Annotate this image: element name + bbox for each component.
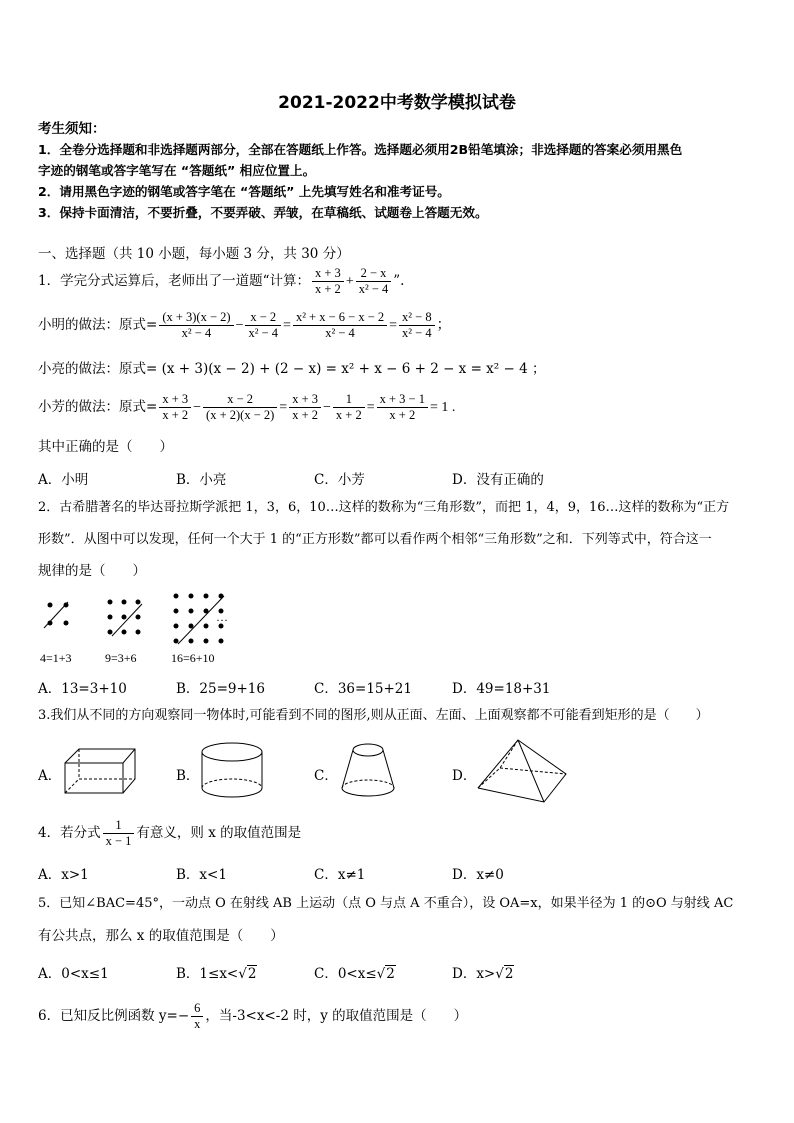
fang-c-den: x + 2	[292, 408, 318, 422]
q4-fraction	[103, 818, 135, 849]
q1-option-d[interactable]: D．没有正确的	[452, 472, 544, 488]
q1-f1-den: x + 2	[315, 282, 341, 296]
q6-stem	[38, 1001, 467, 1032]
fang-frac-d	[333, 392, 365, 423]
q2-option-d[interactable]: D．49=18+31	[452, 681, 551, 697]
q1-stem-end: ”.	[393, 273, 405, 289]
q1-f2-den: x² − 4	[358, 282, 389, 296]
notice-line-3: 3．保持卡面清洁，不要折叠，不要弄破、弄皱，在草稿纸、试题卷上答题无效。	[38, 205, 488, 220]
sqrt-icon: √	[495, 966, 504, 982]
q3-stem: 3.我们从不同的方向观察同一物体时,可能看到不同的图形,则从正面、左面、上面观察都不可能看到矩形的是（ ）	[38, 708, 709, 723]
dots-ellipsis: …	[216, 610, 228, 624]
q6-den: x	[194, 1017, 201, 1031]
q5-b-text: B．1≤x<	[176, 966, 239, 982]
q2-line-2: 形数”．从图中可以发现，任何一个大于 1 的“正方形数”都可以看作两个相邻“三角形数”之和．下列等式中，符合这一	[38, 532, 712, 547]
ming-c-den: x² − 4	[325, 326, 355, 340]
q4-stem-b: 有意义，则 x 的取值范围是	[136, 825, 302, 841]
square-number-dots-figure	[38, 590, 268, 650]
fang-b-den: (x + 2)(x − 2)	[206, 408, 275, 422]
q4-option-d[interactable]: D．x≠0	[452, 867, 504, 883]
q5-d-radicand: 2	[504, 966, 514, 982]
fang-b-num: x − 2	[203, 392, 277, 408]
fang-frac-e	[377, 392, 428, 423]
ming-b-den: x² − 4	[248, 326, 279, 340]
q1-stem-text: 1．学完分式运算后，老师出了一道题“计算：	[38, 273, 310, 289]
ming-frac-d	[399, 310, 435, 341]
cylinder-shape	[198, 740, 266, 802]
fang-a-den: x + 2	[162, 408, 189, 422]
minus-sign: −	[235, 318, 244, 333]
semicolon: ；	[436, 318, 451, 333]
caption-9: 9=3+6	[105, 651, 137, 665]
equals-sign: =	[279, 400, 288, 415]
ming-c-num: x² + x − 6 − x − 2	[293, 310, 387, 326]
minus-sign: −	[193, 400, 202, 415]
q2-line-1: 2．古希腊著名的毕达哥拉斯学派把 1，3，6，10…这样的数称为“三角形数”，而把 1，4，9，16…这样的数称为“正方	[38, 500, 730, 515]
ming-label: 小明的做法：原式=	[38, 317, 158, 333]
q1-option-c[interactable]: C．小芳	[314, 472, 365, 488]
minus-sign: −	[323, 400, 331, 415]
fang-a-num: x + 3	[159, 392, 191, 408]
fang-e-num: x + 3 − 1	[377, 392, 428, 408]
question-1-stem	[38, 266, 404, 297]
ming-a-den: x² − 4	[181, 326, 212, 340]
q5-b-radicand: 2	[247, 966, 257, 982]
q2-line-3: 规律的是（ ）	[38, 563, 146, 579]
q3-option-d[interactable]: D．	[452, 768, 477, 784]
caption-16: 16=6+10	[171, 651, 215, 665]
fang-frac-a	[159, 392, 191, 423]
q4-option-a[interactable]: A．x>1	[38, 867, 89, 883]
pyramid-shape	[474, 736, 570, 808]
equals-sign: =	[389, 318, 398, 333]
equals-sign: =	[366, 400, 375, 415]
q5-d-text: D．x>	[452, 966, 496, 982]
q4-den: x − 1	[105, 834, 132, 848]
fang-label: 小芳的做法：原式=	[38, 399, 158, 415]
q1-ming-method	[38, 310, 451, 341]
section-heading: 一、选择题（共 10 小题，每小题 3 分，共 30 分）	[38, 246, 350, 262]
q5-c-text: C．0<x≤	[314, 966, 377, 982]
caption-4: 4=1+3	[40, 651, 72, 665]
fang-d-den: x + 2	[335, 408, 362, 422]
ming-a-num: (x + 3)(x − 2)	[159, 310, 233, 326]
q4-option-c[interactable]: C．x≠1	[314, 867, 366, 883]
sqrt-icon: √	[238, 966, 247, 982]
notice-line-1a: 1．全卷分选择题和非选择题两部分，全部在答题纸上作答。选择题必须用2B铅笔填涂；非选择题的答案必须用黑色	[38, 142, 683, 157]
q1-fraction-1	[312, 266, 344, 297]
ming-d-num: x² − 8	[399, 310, 435, 326]
q2-option-a[interactable]: A．13=3+10	[38, 681, 127, 697]
q4-num: 1	[103, 818, 135, 834]
q4-stem	[38, 818, 301, 849]
notice-heading: 考生须知：	[38, 121, 106, 137]
plus-sign: +	[345, 274, 354, 289]
fang-end: = 1 .	[429, 400, 456, 415]
ming-frac-c	[293, 310, 387, 341]
ming-frac-b	[245, 310, 281, 341]
notice-line-1b: 字迹的钢笔或答字笔写在 “答题纸” 相应位置上。	[38, 163, 316, 178]
dots-4	[44, 602, 69, 628]
q5-option-c[interactable]	[314, 962, 396, 982]
q4-stem-a: 4．若分式	[38, 825, 101, 841]
frustum-shape	[338, 740, 398, 802]
ming-d-den: x² − 4	[402, 326, 432, 340]
q3-option-c[interactable]: C．	[314, 768, 338, 784]
q1-fang-method	[38, 392, 455, 423]
q1-fraction-2	[356, 266, 392, 297]
page-title: 2021-2022中考数学模拟试卷	[278, 93, 516, 113]
cuboid-shape	[62, 745, 138, 797]
q1-option-a[interactable]: A．小明	[38, 472, 89, 488]
fang-frac-c	[289, 392, 321, 423]
q1-f2-num: 2 − x	[356, 266, 392, 282]
equals-sign: =	[283, 318, 291, 333]
fang-c-num: x + 3	[289, 392, 321, 408]
fang-d-num: 1	[333, 392, 365, 408]
dots-9	[108, 600, 143, 637]
q5-c-radicand: 2	[386, 966, 395, 982]
q2-option-b[interactable]: B．25=9+16	[176, 681, 265, 697]
q5-option-a[interactable]: A．0<x≤1	[38, 966, 109, 982]
ming-b-num: x − 2	[245, 310, 281, 326]
q6-stem-b: ，当-3<x<-2 时，y 的取值范围是（ ）	[205, 1008, 468, 1024]
notice-line-2: 2．请用黑色字迹的钢笔或答字笔在 “答题纸” 上先填写姓名和准考证号。	[38, 184, 450, 199]
q2-option-c[interactable]: C．36=15+21	[314, 681, 412, 697]
q4-option-b[interactable]: B．x<1	[176, 867, 227, 883]
q5-line-1: 5．已知∠BAC=45°，一动点 O 在射线 AB 上运动（点 O 与点 A 不重合），设 OA=x，如果半径为 1 的⊙O 与射线 AC	[38, 896, 734, 911]
q5-line-2: 有公共点，那么 x 的取值范围是（ ）	[38, 928, 284, 944]
q5-option-d[interactable]	[452, 962, 514, 982]
q6-fraction	[191, 1001, 203, 1032]
q1-liang-method: 小亮的做法：原式= (x + 3)(x − 2) + (2 − x) = x² + x − 6 + 2 − x = x² − 4 ；	[38, 361, 546, 377]
q5-option-b[interactable]	[176, 962, 257, 982]
ming-frac-a	[159, 310, 233, 341]
q1-f1-num: x + 3	[312, 266, 344, 282]
q3-option-a[interactable]: A．	[38, 768, 62, 784]
q6-stem-a: 6．已知反比例函数 y=−	[38, 1008, 190, 1024]
fang-frac-b	[203, 392, 277, 423]
q1-ask: 其中正确的是（ ）	[38, 439, 173, 455]
q6-num: 6	[191, 1001, 203, 1017]
fang-e-den: x + 2	[389, 408, 416, 422]
q3-option-b[interactable]: B．	[176, 768, 200, 784]
q1-option-b[interactable]: B．小亮	[176, 472, 227, 488]
sqrt-icon: √	[376, 966, 386, 982]
